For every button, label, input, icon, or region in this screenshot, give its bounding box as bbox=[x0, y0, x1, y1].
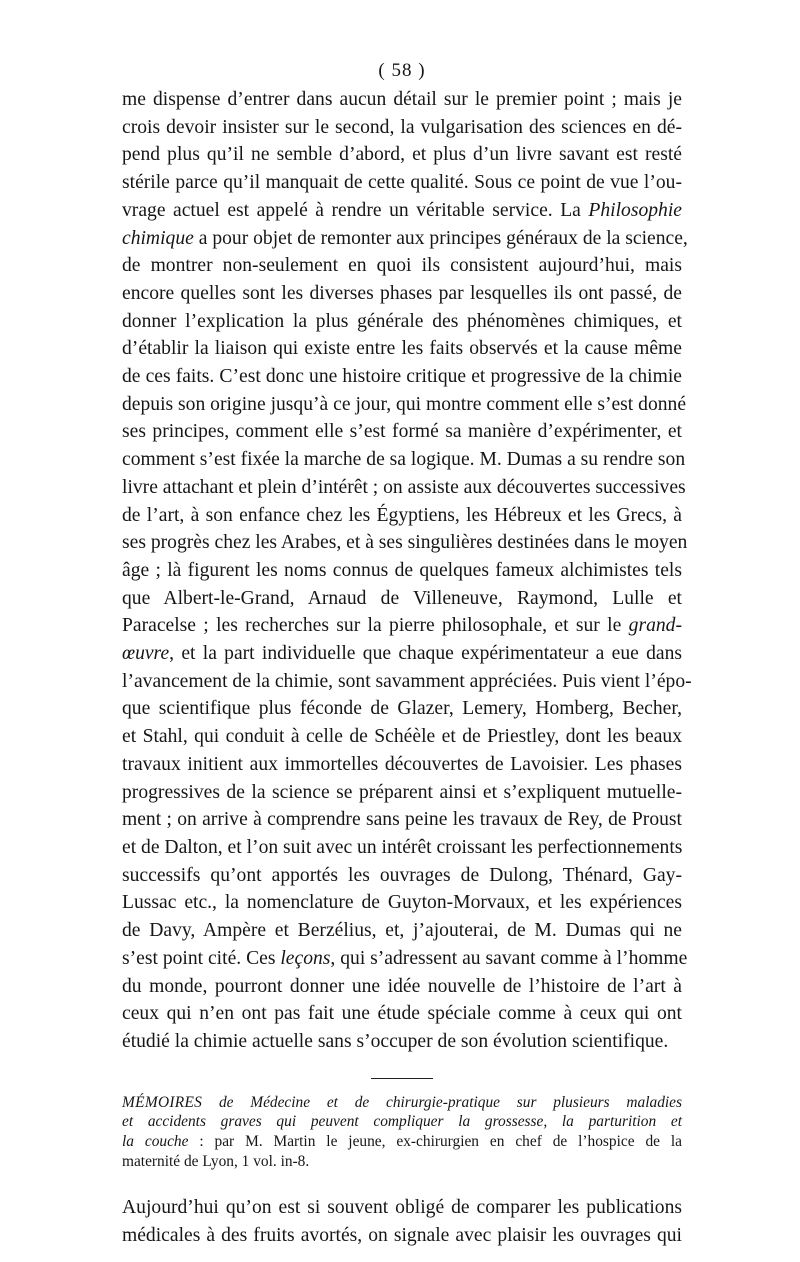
body-line: successifs qu’ont apportés les ouvrages de Dulong, Thénard, Gay- bbox=[122, 864, 682, 886]
body-line: encore quelles sont les diverses phases par lesquelles ils ont passé, de bbox=[122, 282, 682, 304]
body-line: que Albert-le-Grand, Arnaud de Villeneuve, Raymond, Lulle et bbox=[122, 587, 682, 609]
notice-line: maternité de Lyon, 1 vol. in-8. bbox=[122, 1153, 310, 1170]
body-line-text: vrage actuel est appelé à rendre un véritable service. La bbox=[122, 199, 589, 221]
notice-text: la couche bbox=[122, 1133, 189, 1151]
body-line: me dispense d’entrer dans aucun détail sur le premier point ; mais je bbox=[122, 89, 682, 110]
notice-title: MÉMOIRES bbox=[122, 1093, 203, 1111]
review-paragraph bbox=[122, 86, 692, 1056]
body-line: du monde, pourront donner une idée nouvelle de l’histoire de l’art à bbox=[122, 975, 682, 997]
body-line: et de Dalton, et l’on suit avec un intérêt croissant les perfectionnements bbox=[122, 836, 683, 858]
body-line: de l’art, à son enfance chez les Égyptiens, les Hébreux et les Grecs, à bbox=[122, 504, 682, 526]
body-line: de montrer non-seulement en quoi ils consistent aujourd’hui, mais bbox=[122, 255, 682, 277]
body-line: ses principes, comment elle s’est formé sa manière d’expérimenter, et bbox=[122, 421, 682, 443]
body-line: stérile parce qu’il manquait de cette qualité. Sous ce point de vue l’ou- bbox=[122, 172, 682, 194]
italic-term-cont: œuvre bbox=[122, 643, 170, 665]
book-page bbox=[122, 56, 692, 1249]
body-line: ment ; on arrive à comprendre sans peine les travaux de Rey, de Proust bbox=[122, 809, 682, 831]
body-line: donner l’explication la plus générale des phénomènes chimiques, et bbox=[122, 310, 682, 332]
body-line bbox=[122, 945, 688, 973]
notice-text: : par M. Martin le jeune, ex-chirurgien en chef de l’hospice de la bbox=[188, 1133, 682, 1151]
body-line: âge ; là figurent les noms connus de quelques fameux alchimistes tels bbox=[122, 559, 682, 581]
italic-title-cont: chimique bbox=[122, 227, 194, 249]
italic-term: leçons bbox=[280, 947, 331, 969]
body-line: que scientifique plus féconde de Glazer, Lemery, Homberg, Becher, bbox=[122, 698, 682, 720]
body-line: progressives de la science se préparent ainsi et s’expliquent mutuelle- bbox=[122, 781, 682, 803]
page-number: ( 58 ) bbox=[378, 60, 426, 81]
notice-text: de Médecine et de chirurgie-pratique sur plusieurs maladies bbox=[202, 1093, 682, 1111]
body-line: de Davy, Ampère et Berzélius, et, j’ajouterai, de M. Dumas qui ne bbox=[122, 920, 682, 942]
notice-line bbox=[122, 1093, 682, 1113]
bibliographic-notice bbox=[122, 1093, 682, 1172]
body-line: pend plus qu’il ne semble d’abord, et plus d’un livre savant est resté bbox=[122, 144, 682, 166]
body-line: de ces faits. C’est donc une histoire critique et progressive de la chimie bbox=[122, 366, 682, 388]
notice-line: et accidents graves qui peuvent compliquer la grossesse, la parturition et bbox=[122, 1113, 682, 1131]
body-line-text: , et la part individuelle que chaque expérimentateur a eue dans bbox=[169, 643, 682, 665]
body-line bbox=[122, 640, 682, 668]
body-line bbox=[122, 197, 682, 225]
body-line-text: , qui s’adressent au savant comme à l’homme bbox=[330, 947, 688, 969]
spacer bbox=[122, 1172, 682, 1194]
next-paragraph bbox=[122, 1194, 682, 1249]
body-line: travaux initient aux immortelles découvertes de Lavoisier. Les phases bbox=[122, 753, 682, 775]
body-line: depuis son origine jusqu’à ce jour, qui montre comment elle s’est donné bbox=[122, 393, 687, 415]
section-divider bbox=[371, 1078, 433, 1079]
body-line: l’avancement de la chimie, sont savamment appréciées. Puis vient l’épo- bbox=[122, 670, 692, 692]
italic-title: Philosophie bbox=[588, 199, 682, 221]
body-line: comment s’est fixée la marche de sa logique. M. Dumas a su rendre son bbox=[122, 449, 686, 471]
body-line: livre attachant et plein d’intérêt ; on assiste aux découvertes successives bbox=[122, 476, 686, 498]
body-line: Lussac etc., la nomenclature de Guyton-Morvaux, et les expériences bbox=[122, 892, 682, 914]
body-line: médicales à des fruits avortés, on signale avec plaisir les ouvrages qui bbox=[122, 1224, 682, 1246]
body-line: Aujourd’hui qu’on est si souvent obligé de comparer les publications bbox=[122, 1196, 682, 1218]
body-line: crois devoir insister sur le second, la vulgarisation des sciences en dé- bbox=[122, 116, 682, 138]
body-line bbox=[122, 612, 682, 640]
body-line-text: a pour objet de remonter aux principes généraux de la science, bbox=[193, 227, 688, 249]
body-line-text: s’est point cité. Ces bbox=[122, 947, 281, 969]
body-line: ses progrès chez les Arabes, et à ses singulières destinées dans le moyen bbox=[122, 532, 688, 554]
body-line: et Stahl, qui conduit à celle de Schéèle et de Priestley, dont les beaux bbox=[122, 726, 682, 748]
notice-line bbox=[122, 1132, 682, 1152]
body-line bbox=[122, 225, 688, 253]
body-line-text: Paracelse ; les recherches sur la pierre philosophale, et sur le bbox=[122, 615, 629, 637]
body-line: étudié la chimie actuelle sans s’occuper de son évolution scientifique. bbox=[122, 1030, 669, 1052]
body-line: ceux qui n’en ont pas fait une étude spéciale comme à ceux qui ont bbox=[122, 1003, 682, 1025]
body-line: d’établir la liaison qui existe entre les faits observés et la cause même bbox=[122, 338, 682, 360]
italic-term: grand- bbox=[628, 615, 682, 637]
